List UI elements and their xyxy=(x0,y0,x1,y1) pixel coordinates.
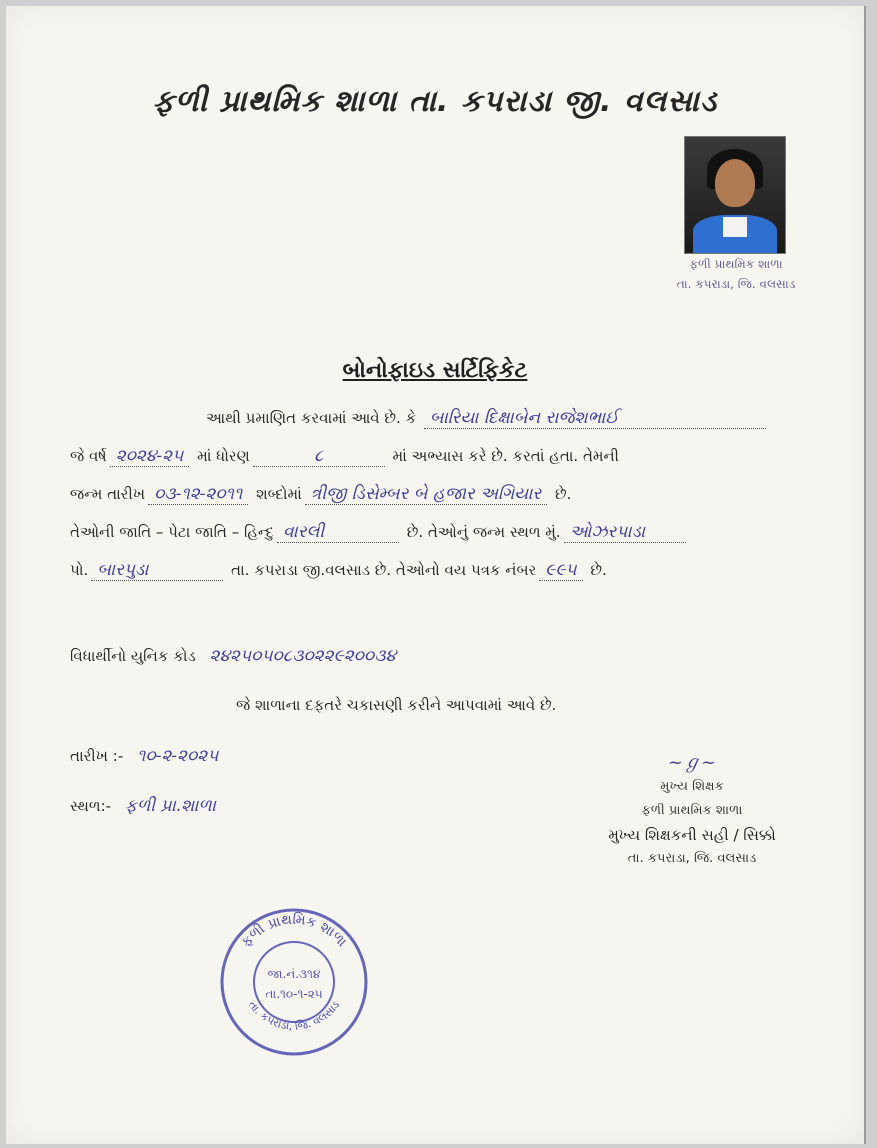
caste-prefix: તેઓની જાતિ – પેટા જાતિ – હિન્દુ xyxy=(70,523,274,541)
place-label: સ્થળ:- xyxy=(70,797,112,815)
intro-line xyxy=(206,408,769,429)
dob-value: ૦૩-૧૨-૨૦૧૧ xyxy=(148,484,248,505)
std-suffix: માં અભ્યાસ કરે છે. કરતાં હતા. તેમની xyxy=(392,447,619,465)
dob-suffix: છે. xyxy=(554,485,572,503)
place-value: ફળી પ્રા.શાળા xyxy=(124,796,216,816)
std-prefix: માં ધોરણ xyxy=(197,447,250,465)
certificate-sheet xyxy=(6,6,866,1144)
birthplace-value: ઓઝરપાડા xyxy=(564,522,686,543)
date-value: ૧૦-૨-૨૦૨૫ xyxy=(137,746,219,766)
signature-block xyxy=(572,751,812,871)
stamp-bottom-text: તા. કપરાડા, જિ. વલસાડ xyxy=(245,998,343,1033)
register-suffix: છે. xyxy=(590,561,607,579)
signature-school: ફળી પ્રાથમિક શાળા xyxy=(641,803,743,818)
date-label: તારીખ :- xyxy=(70,747,124,765)
signature-line2: તા. કપરાડા, જિ. વલસાડ xyxy=(627,851,757,866)
caste-value: વારલી xyxy=(277,522,399,543)
std-value: ૮ xyxy=(253,446,385,467)
student-photo xyxy=(684,136,786,254)
year-prefix: જે વર્ષ xyxy=(70,447,107,465)
signature-title: મુખ્ય શિક્ષક xyxy=(660,779,724,794)
student-name: બારિયા દિક્ષાબેન રાજેશભાઈ xyxy=(424,408,766,429)
stamp-outer-text: ફળી પ્રાથમિક શાળા xyxy=(238,911,350,951)
year-value: ૨૦૨૪-૨૫ xyxy=(110,446,190,467)
photo-caption-line1: ફળી પ્રાથમિક શાળા xyxy=(689,257,783,271)
register-value: ૯૯૫ xyxy=(539,560,582,581)
uid-line xyxy=(70,646,405,666)
stamp-inner-line2: તા.૧૦-૧-૨૫ xyxy=(265,987,323,1001)
certificate-heading: બોનોફાઇડ સર્ટિફિકેટ xyxy=(342,358,528,383)
dob-prefix: જન્મ તારીખ xyxy=(70,485,146,503)
post-value: બારપુડા xyxy=(91,560,223,581)
post-line xyxy=(70,560,607,581)
dob-words-prefix: શબ્દોમાં xyxy=(256,485,302,503)
date-line xyxy=(70,746,227,766)
school-title: ફળી પ્રાથમિક શાળા તા. કપરાડા જી. વલસાડ xyxy=(152,84,718,119)
uid-prefix: વિધાર્થીનો યુનિક કોડ xyxy=(70,647,196,665)
dob-words-value: ત્રીજી ડિસેમ્બર બે હજાર અગિયાર xyxy=(305,484,547,505)
school-stamp xyxy=(216,904,372,1060)
signature-line1: મુખ્ય શિક્ષકની સહી / સિક્કો xyxy=(608,826,776,844)
caste-line xyxy=(70,522,689,543)
photo-caption xyxy=(646,254,826,294)
stamp-inner-line1: જા.નં.૩૧૪ xyxy=(267,967,321,981)
place-line xyxy=(70,796,225,816)
post-suffix: તા. કપરાડા જી.વલસાડ છે. તેઓનો વય પત્રક નંબર xyxy=(231,561,537,579)
intro-text: આથી પ્રમાણિત કરવામાં આવે છે. કે xyxy=(206,409,417,427)
caste-suffix: છે. તેઓનું જન્મ સ્થળ મું. xyxy=(406,523,561,541)
signature-scribble: ~ℊ~ xyxy=(667,752,717,773)
dob-line xyxy=(70,484,571,505)
photo-caption-line2: તા. કપરાડા, જિ. વલસાડ xyxy=(676,277,796,291)
post-prefix: પો. xyxy=(70,561,89,579)
year-line xyxy=(70,446,619,467)
uid-value: ૨૪૨૫૦૫૦૮૩૦૨૨૯૨૦૦૩૪ xyxy=(209,646,397,666)
issue-note: જે શાળાના દફતરે ચકાસણી કરીને આપવામાં આવે છે. xyxy=(236,696,557,714)
